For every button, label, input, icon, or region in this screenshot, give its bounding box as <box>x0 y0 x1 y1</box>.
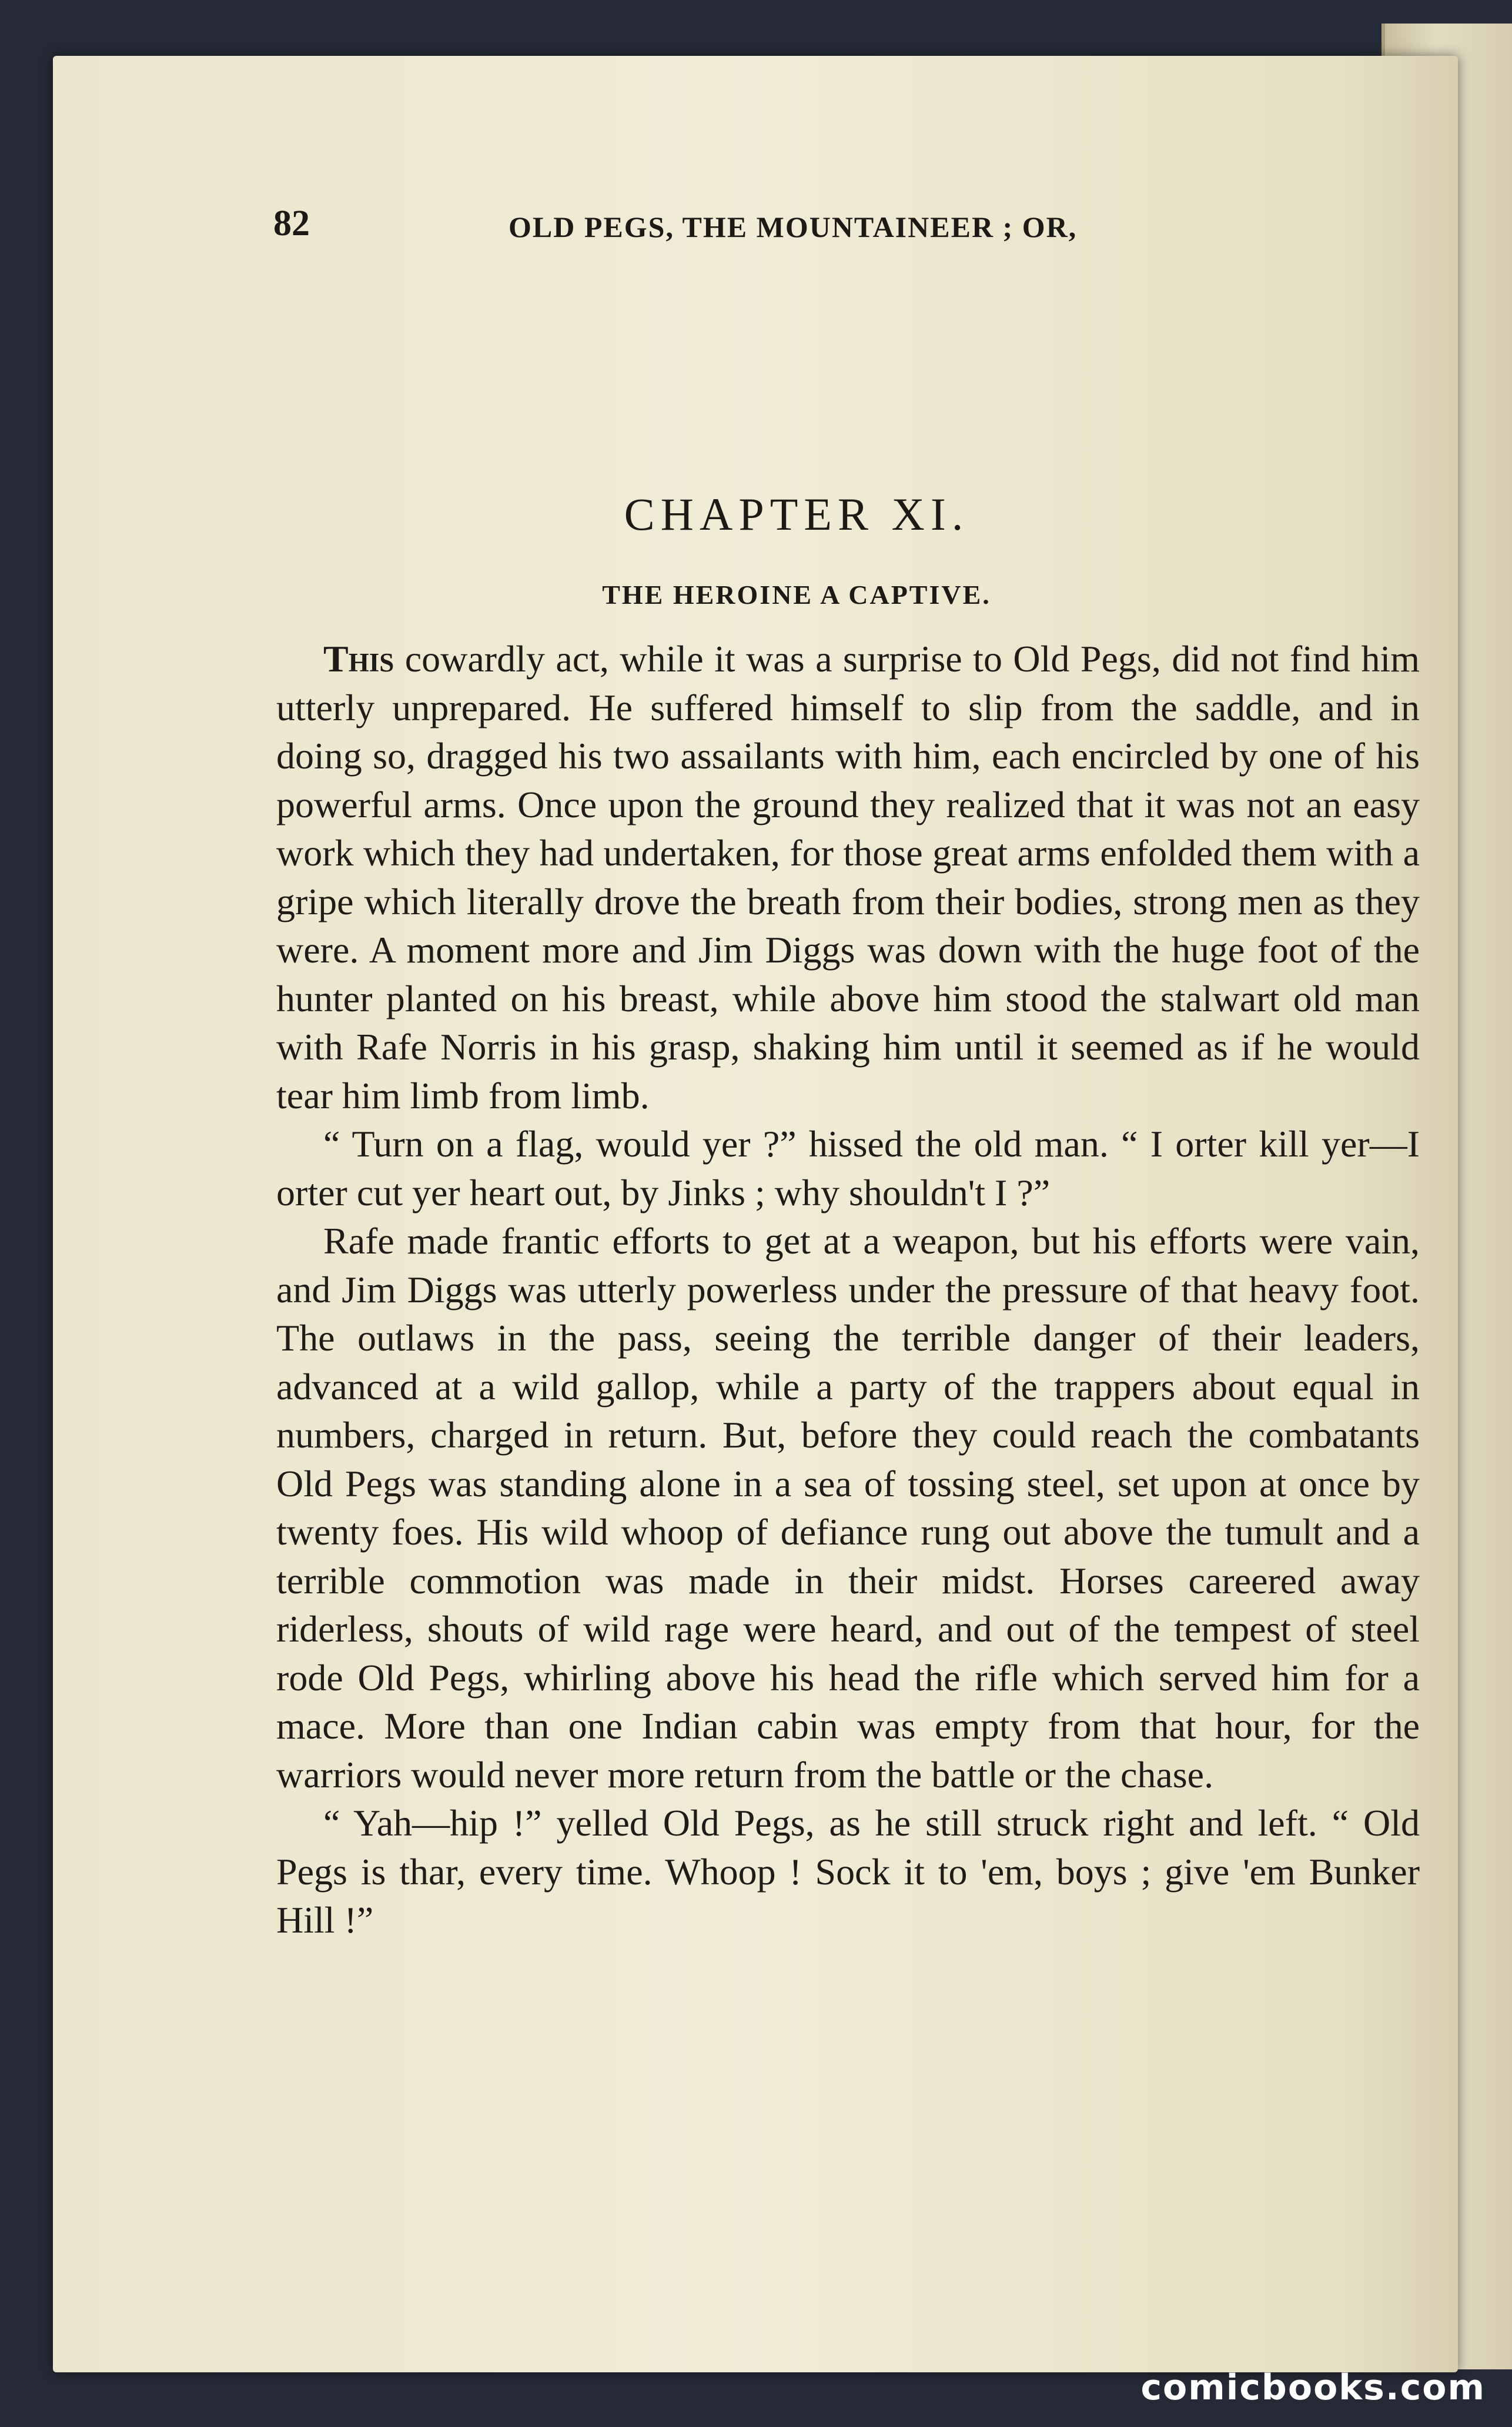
paragraph-text: cowardly act, while it was a surprise to Old Pegs, did not find him utterly unprepared. He suffered himself to slip from the saddle, and in doing so, dragged his two assailants with him, each encircled by one of his powerful arms. Once upon the ground they realized that it was not an easy work which they had undertaken, for those great arms enfolded them with a gripe which literally drove the breath from their bodies, strong men as they were. A moment more and Jim Diggs was down with the huge foot of the hunter planted on his breast, while above him stood the stalwart old man with Rafe Norris in his grasp, shaking him until it seemed as if he would tear him limb from limb. <box>276 638 1420 1116</box>
paragraph <box>276 635 1420 1120</box>
paragraph-lead-word: This <box>323 638 394 680</box>
paragraph: “ Yah—hip !” yelled Old Pegs, as he still struck right and left. “ Old Pegs is thar, every time. Whoop ! Sock it to 'em, boys ; give 'em Bunker Hill !” <box>276 1802 1420 1941</box>
page-number: 82 <box>273 203 310 243</box>
chapter-subtitle: THE HEROINE A CAPTIVE. <box>602 580 991 610</box>
paragraph: Rafe made frantic efforts to get at a weapon, but his efforts were vain, and Jim Diggs was utterly powerless under the pressure of that heavy foot. The outlaws in the pass, seeing the terrible danger of their leaders, advanced at a wild gallop, while a party of the trappers about equal in numbers, charged in return. But, before they could reach the combatants Old Pegs was standing alone in a sea of tossing steel, set upon at once by twenty foes. His wild whoop of defiance rung out above the tumult and a terrible commotion was made in their midst. Horses careered away riderless, shouts of wild rage were heard, and out of the tempest of steel rode Old Pegs, whirling above his head the rifle which served him for a mace. More than one Indian cabin was empty from that hour, for the warriors would never more return from the battle or the chase. <box>276 1220 1420 1796</box>
chapter-title: CHAPTER XI. <box>624 489 969 540</box>
body-text <box>276 635 1420 1945</box>
running-head <box>53 203 1458 250</box>
running-title: OLD PEGS, THE MOUNTAINEER ; OR, <box>509 210 1078 243</box>
watermark-logo: comicbooks.com <box>1140 2367 1486 2408</box>
book-page <box>53 56 1458 2372</box>
paragraph: “ Turn on a flag, would yer ?” hissed the old man. “ I orter kill yer—I orter cut yer heart out, by Jinks ; why shouldn't I ?” <box>276 1123 1420 1214</box>
